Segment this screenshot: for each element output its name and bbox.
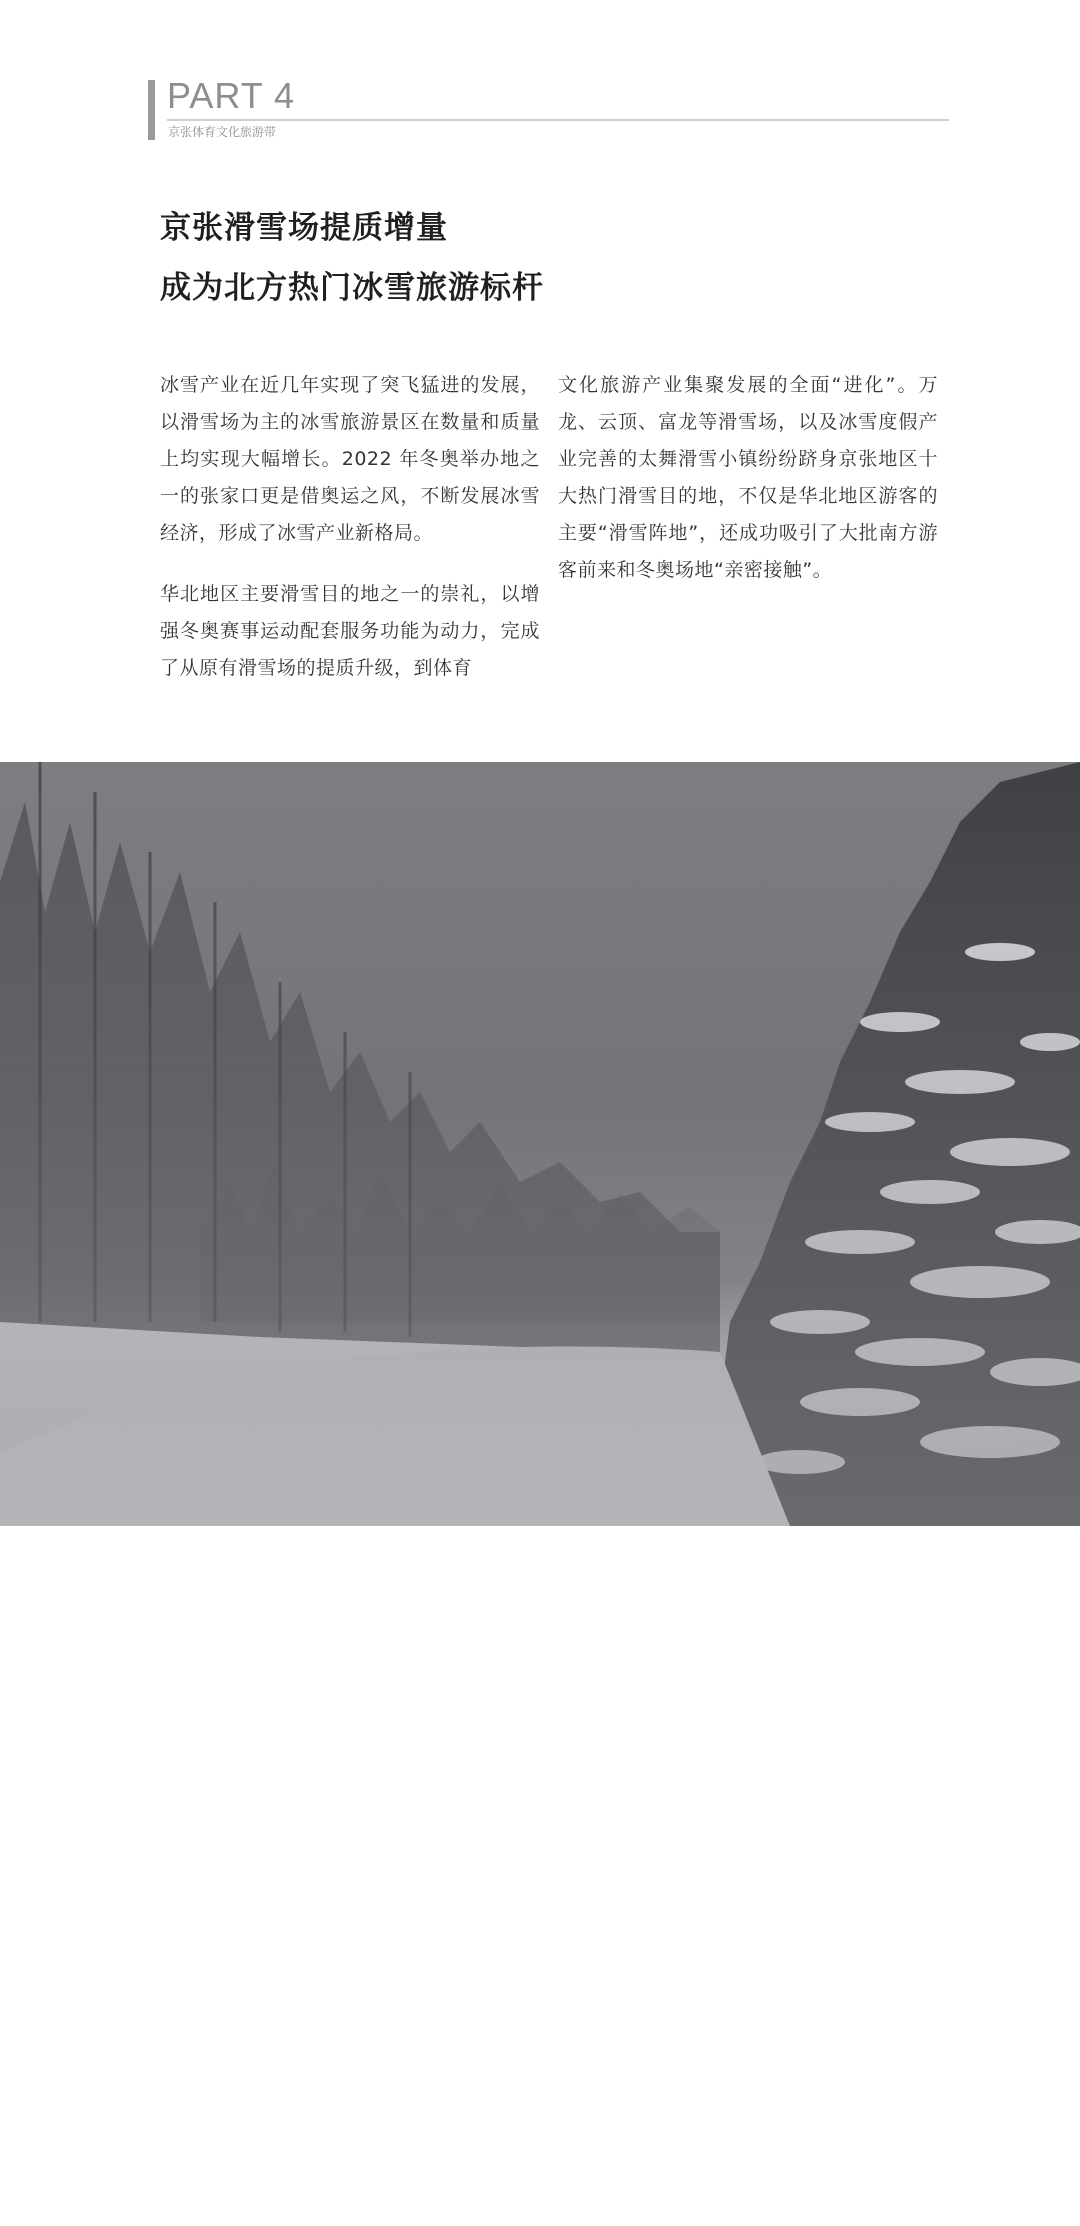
headline-line-2: 成为北方热门冰雪旅游标杆: [160, 270, 544, 306]
header-divider: [167, 119, 949, 121]
paragraph: 文化旅游产业集聚发展的全面“进化”。万龙、云顶、富龙等滑雪场，以及冰雪度假产业完善的太舞滑雪小镇纷纷跻身京张地区十大热门滑雪目的地，不仅是华北地区游客的主要“滑雪阵地”，还成功吸引了大批南方游客前来和冬奥场地“亲密接触”。: [558, 374, 938, 581]
paragraph: 华北地区主要滑雪目的地之一的崇礼，以增强冬奥赛事运动配套服务功能为动力，完成了从原有滑雪场的提质升级，到体育: [160, 583, 540, 679]
caption-credit: 图片来自马蜂窝用户＠疯叔不怕冷: [168, 2207, 378, 2223]
snow-forest-illustration: [0, 762, 1080, 1526]
caption-place: 张家口: [84, 2199, 156, 2225]
section-subtitle: 京张体育文化旅游带: [168, 125, 277, 139]
fog-overlay: [0, 762, 1080, 1526]
headline-line-1: 京张滑雪场提质增量: [160, 210, 448, 246]
snowy-forest-photo: [0, 762, 1080, 2225]
article-headline: [160, 198, 544, 318]
part-title: PART 4: [167, 75, 296, 116]
photo-caption: [84, 2193, 378, 2226]
body-column-right: [558, 367, 938, 589]
body-column-left: [160, 367, 540, 687]
part-accent-bar: [148, 80, 155, 140]
paragraph: 冰雪产业在近几年实现了突飞猛进的发展，以滑雪场为主的冰雪旅游景区在数量和质量上均实现大幅增长。2022 年冬奥举办地之一的张家口更是借奥运之风，不断发展冰雪经济，形成了冰雪产业新格局。: [160, 374, 540, 544]
